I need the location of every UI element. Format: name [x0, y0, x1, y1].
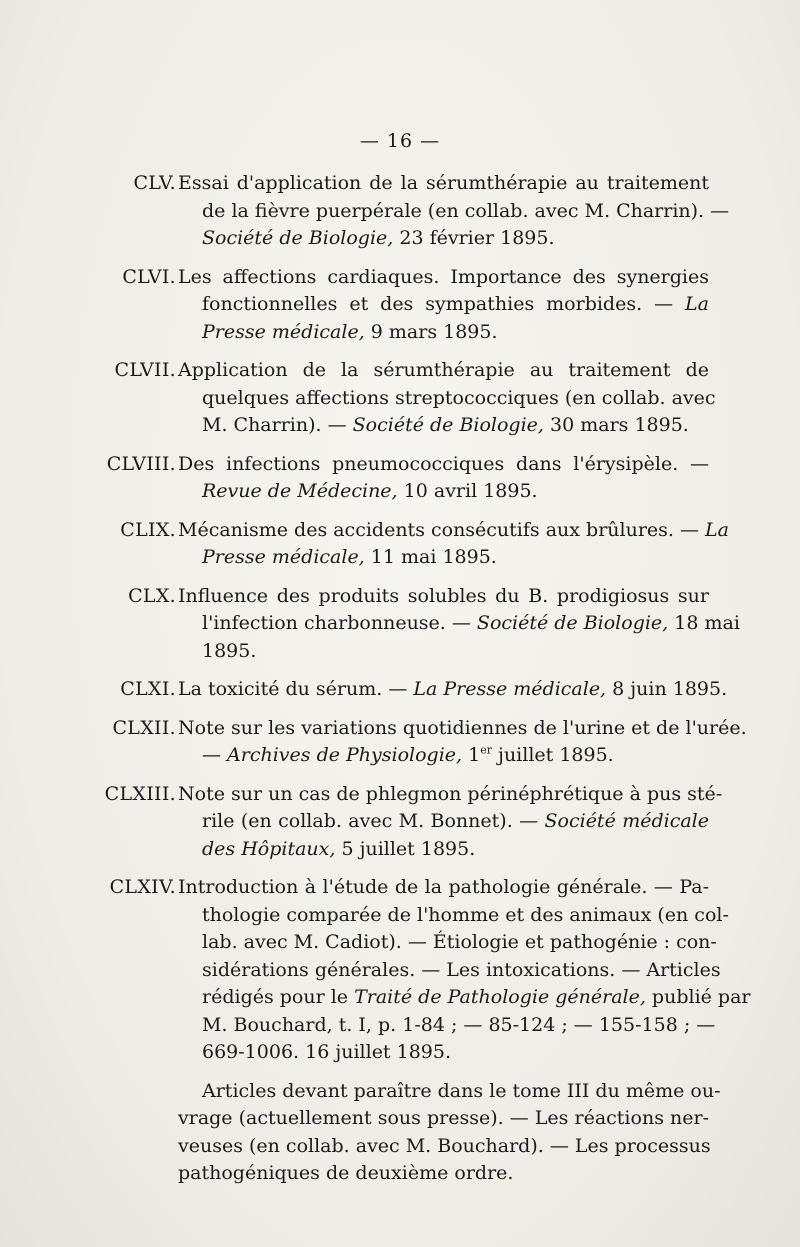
text-run: juillet 1895. [492, 744, 614, 766]
citation-source: La [685, 293, 709, 315]
text-run: Mécanisme des accidents consécutifs aux brûlures. — [178, 518, 706, 541]
text-run: thologie comparée de l'homme et des animaux (en col- [202, 903, 729, 926]
citation-source: Archives de Physiologie, [227, 744, 463, 766]
entry-line [178, 874, 709, 902]
citation-source: Presse médicale, [202, 320, 365, 343]
text-run: 11 mai 1895. [364, 546, 497, 568]
entry-line [178, 385, 716, 413]
text-run: de la fièvre puerpérale (en collab. avec M. Charrin). — [202, 199, 730, 222]
text-run: Influence des produits solubles du B. prodigiosus sur [178, 584, 709, 607]
entry-line [178, 715, 747, 743]
continuation-line: Articles devant paraître dans le tome III du même ou- [202, 1079, 721, 1102]
citation-source: Traité de Pathologie générale, [354, 986, 646, 1008]
entry-numeral: CLXI. [120, 678, 176, 700]
citation-source: La [705, 518, 729, 541]
entry-line [178, 984, 751, 1012]
bibliography-entry [0, 451, 800, 506]
citation-source: Société de Biologie, [476, 612, 669, 634]
text-run: er [480, 743, 493, 757]
text-run: 23 février 1895. [393, 227, 555, 249]
text-run: Essai d'application de la sérumthérapie au traitement [178, 172, 709, 194]
entry-numeral: CLX. [128, 584, 176, 607]
text-run: rédigés pour le [202, 986, 355, 1008]
entry-line [178, 742, 709, 770]
entry-text [178, 264, 709, 347]
continuation-paragraph [178, 1078, 721, 1188]
bibliography-entry [0, 781, 800, 864]
text-run: 1895. [202, 639, 257, 662]
text-run: M. Charrin). — [202, 414, 353, 436]
entry-line [178, 517, 729, 545]
entry-numeral: CLXIII. [104, 782, 176, 805]
citation-source: Presse médicale, [202, 546, 365, 568]
text-run: 8 juin 1895. [606, 678, 728, 700]
entry-text [178, 170, 730, 253]
text-run: Les affections cardiaques. Importance des synergies [178, 265, 709, 288]
entry-line [178, 291, 709, 319]
entry-numeral: CLVI. [122, 265, 176, 288]
text-run: 10 avril 1895. [397, 480, 538, 502]
page-number: — 16 — [359, 130, 441, 152]
entry-text [178, 781, 723, 864]
entry-text [178, 583, 740, 666]
citation-source: Revue de Médecine, [202, 480, 398, 502]
entry-line [178, 1039, 709, 1067]
continuation-line: pathogéniques de deuxième ordre. [178, 1162, 514, 1184]
text-run: Des infections pneumococciques dans l'érysipèle. — [178, 452, 709, 475]
text-run: La toxicité du sérum. — [178, 678, 414, 700]
bibliography-entry [0, 170, 800, 253]
text-run: 18 mai [668, 612, 740, 634]
text-run: publié par [645, 986, 751, 1008]
bibliography-entry [0, 583, 800, 666]
bibliography-entry [0, 357, 800, 440]
text-run: 1 [462, 744, 481, 766]
bibliography-list [0, 170, 800, 1188]
entry-line [178, 225, 709, 253]
entry-line [178, 412, 709, 440]
citation-source: des Hôpitaux, [202, 837, 336, 860]
entry-text [178, 715, 747, 770]
entry-line [178, 583, 709, 611]
entry-text [178, 357, 716, 440]
entry-line [178, 198, 730, 226]
text-run: Introduction à l'étude de la pathologie générale. — Pa- [178, 876, 709, 898]
text-run: sidérations générales. — Les intoxications. — Articles [202, 958, 721, 981]
entry-line [178, 929, 717, 957]
text-run: quelques affections streptococciques (en collab. avec [202, 386, 716, 409]
entry-line [178, 781, 723, 809]
entry-line [178, 676, 728, 704]
text-run: l'infection charbonneuse. — [202, 612, 477, 634]
entry-line [178, 357, 709, 385]
entry-numeral: CLVII. [114, 359, 176, 381]
citation-source: Société de Biologie, [352, 414, 544, 436]
entry-line [178, 808, 709, 836]
text-run: Note sur un cas de phlegmon périnéphrétique à pus sté- [178, 782, 723, 805]
citation-source: Société de Biologie, [202, 227, 394, 249]
entry-line [178, 957, 721, 985]
entry-numeral: CLIX. [120, 518, 176, 541]
entry-text [178, 676, 728, 704]
entry-numeral: CLXIV. [109, 876, 176, 898]
text-run: 5 juillet 1895. [335, 837, 476, 860]
continuation-line: vrage (actuellement sous presse). — Les réactions ner- [178, 1107, 709, 1129]
citation-source: La Presse médicale, [413, 678, 607, 700]
text-run: M. Bouchard, t. I, p. 1-84 ; — 85-124 ; — 155-158 ; — [202, 1013, 716, 1036]
text-run: 30 mars 1895. [543, 414, 689, 436]
entry-line [178, 451, 709, 479]
text-run: lab. avec M. Cadiot). — Étiologie et pathogénie : con- [202, 931, 717, 953]
entry-line [178, 836, 709, 864]
continuation-line: veuses (en collab. avec M. Bouchard). — Les processus [178, 1134, 711, 1157]
text-run: 669-1006. 16 juillet 1895. [202, 1041, 452, 1063]
entry-text [178, 874, 751, 1067]
entry-line [178, 264, 709, 292]
bibliography-entry [0, 715, 800, 770]
entry-numeral: CLV. [133, 172, 176, 194]
entry-line [178, 319, 709, 347]
text-run: rile (en collab. avec M. Bonnet). — [202, 810, 545, 832]
entry-line [178, 638, 709, 666]
text-run: Note sur les variations quotidiennes de l'urine et de l'urée. [178, 716, 747, 739]
entry-numeral: CLVIII. [106, 452, 176, 475]
entry-line [178, 544, 709, 572]
entry-text [178, 451, 709, 506]
citation-source: Société médicale [544, 810, 709, 832]
bibliography-entry [0, 517, 800, 572]
text-run: Application de la sérumthérapie au traitement de [178, 359, 709, 381]
text-run: fonctionnelles et des sympathies morbides. — [202, 293, 686, 315]
entry-line [178, 610, 740, 638]
text-run: — [202, 744, 228, 766]
text-run: 9 mars 1895. [364, 320, 498, 343]
bibliography-entry [0, 874, 800, 1067]
bibliography-entry [0, 264, 800, 347]
entry-text [178, 517, 729, 572]
entry-line [178, 1012, 716, 1040]
bibliography-entry [0, 676, 800, 704]
entry-line [178, 902, 729, 930]
entry-line [178, 170, 709, 198]
entry-line [178, 478, 709, 506]
entry-numeral: CLXII. [112, 716, 176, 739]
